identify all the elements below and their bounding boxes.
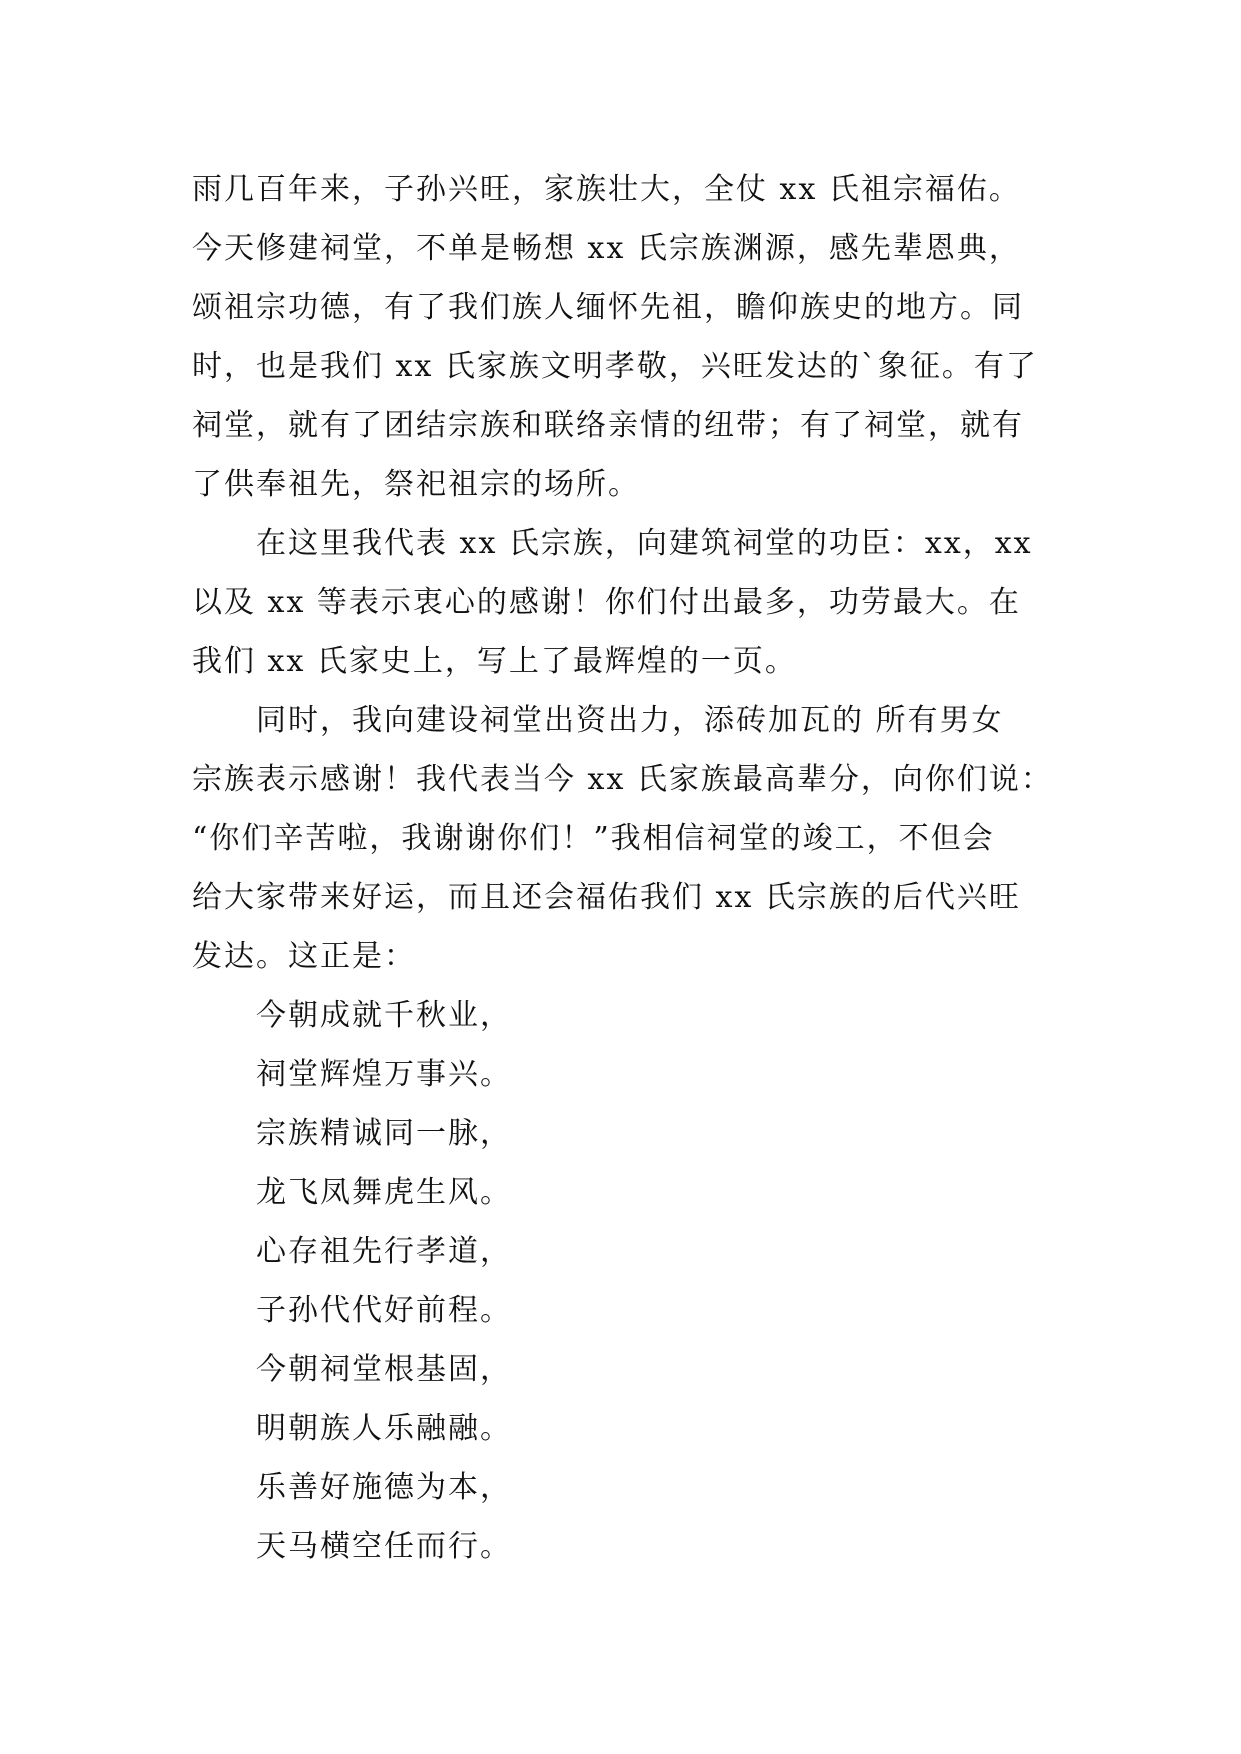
- poem-line: 天马横空任而行。: [256, 1529, 512, 1564]
- poem-line: 龙飞凤舞虎生风。: [256, 1175, 512, 1210]
- body-line: 以及 xx 等表示衷心的感谢！你们付出最多，功劳最大。在: [192, 585, 1021, 620]
- poem-line: 今朝祠堂根基固，: [256, 1352, 512, 1387]
- poem-line: 明朝族人乐融融。: [256, 1411, 512, 1446]
- body-line: 同时，我向建设祠堂出资出力，添砖加瓦的 所有男女: [256, 703, 1004, 738]
- poem-line: 祠堂辉煌万事兴。: [256, 1057, 512, 1092]
- poem-line: 今朝成就千秋业，: [256, 998, 512, 1033]
- body-line: 在这里我代表 xx 氏宗族，向建筑祠堂的功臣：xx，xx: [256, 526, 1033, 561]
- body-line: 发达。这正是：: [192, 939, 416, 974]
- body-line: 雨几百年来，子孙兴旺，家族壮大，全仗 xx 氏祖宗福佑。: [192, 172, 1021, 207]
- body-line: 我们 xx 氏家史上，写上了最辉煌的一页。: [192, 644, 797, 679]
- body-line: 颂祖宗功德，有了我们族人缅怀先祖，瞻仰族史的地方。同: [192, 290, 1024, 325]
- body-line: “你们辛苦啦，我谢谢你们！”我相信祠堂的竣工，不但会: [192, 821, 995, 856]
- poem-line: 子孙代代好前程。: [256, 1293, 512, 1328]
- body-line: 宗族表示感谢！我代表当今 xx 氏家族最高辈分，向你们说：: [192, 762, 1053, 797]
- body-line: 今天修建祠堂，不单是畅想 xx 氏宗族渊源，感先辈恩典，: [192, 231, 1021, 266]
- poem-line: 宗族精诚同一脉，: [256, 1116, 512, 1151]
- body-line: 了供奉祖先，祭祀祖宗的场所。: [192, 467, 640, 502]
- body-line: 祠堂，就有了团结宗族和联络亲情的纽带；有了祠堂，就有: [192, 408, 1024, 443]
- body-line: 给大家带来好运，而且还会福佑我们 xx 氏宗族的后代兴旺: [192, 880, 1021, 915]
- body-line: 时，也是我们 xx 氏家族文明孝敬，兴旺发达的`象征。有了: [192, 349, 1038, 384]
- poem-line: 心存祖先行孝道，: [256, 1234, 512, 1269]
- poem-line: 乐善好施德为本，: [256, 1470, 512, 1505]
- document-body: [192, 160, 1092, 1576]
